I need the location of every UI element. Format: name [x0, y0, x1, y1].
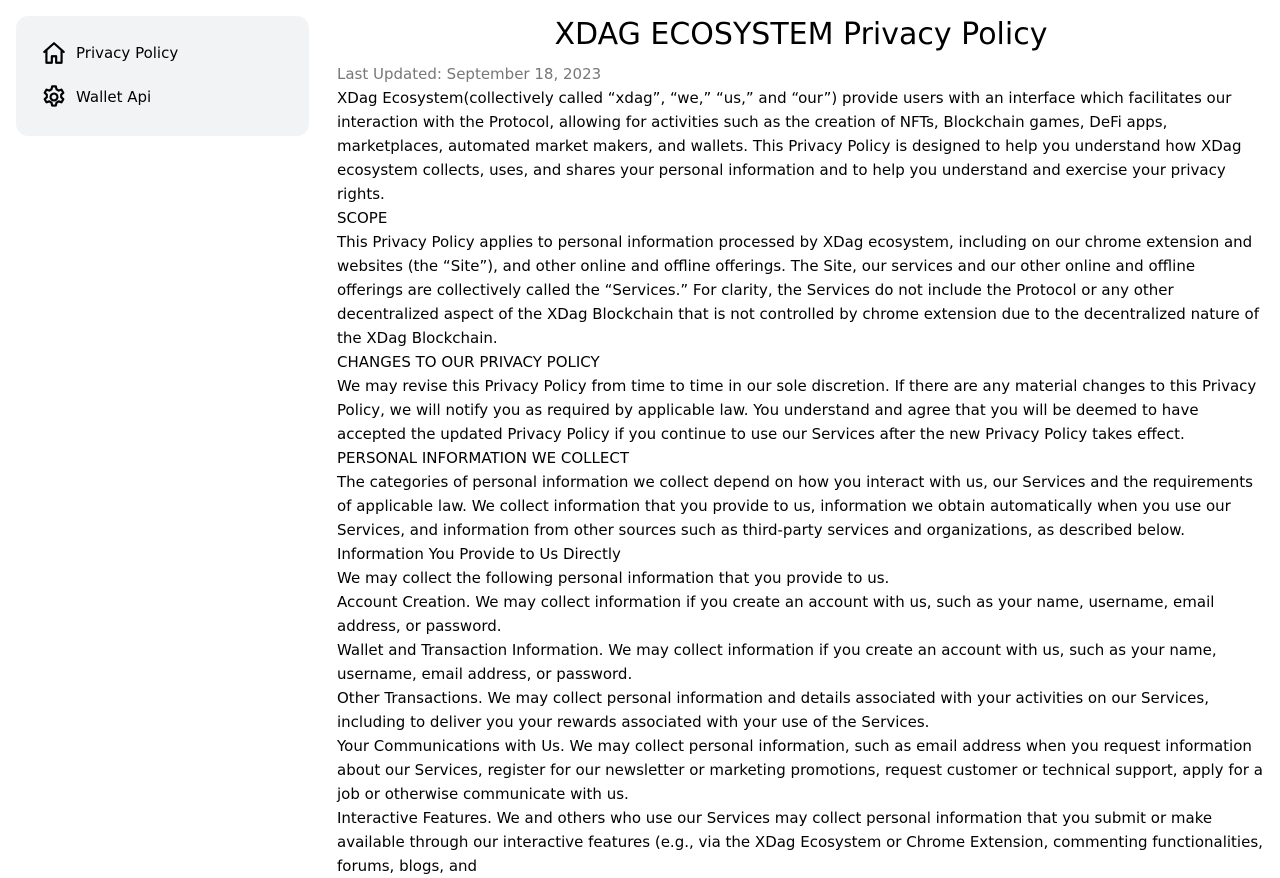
- paragraph: Your Communications with Us. We may collect personal information, such as email address when you request information about our Services, register for our newsletter or marketing promotions, request customer or technical support, apply for a job or otherwise communicate with us.: [337, 737, 1263, 803]
- sidebar-item-label: Wallet Api: [76, 88, 152, 106]
- policy-body: [337, 86, 1265, 878]
- section-heading: PERSONAL INFORMATION WE COLLECT: [337, 449, 629, 467]
- paragraph: This Privacy Policy applies to personal information processed by XDag ecosystem, including on our chrome extension and websites (the “Site”), and other online and offline offerings. The Site, our services and our other online and offline offerings are collectively called the “Services.” For clarity, the Services do not include the Protocol or any other decentralized aspect of the XDag Blockchain that is not controlled by chrome extension due to the decentralized nature of the XDag Blockchain.: [337, 233, 1259, 347]
- main-content: [337, 16, 1265, 878]
- home-icon: [41, 40, 67, 66]
- subsection-heading: Information You Provide to Us Directly: [337, 545, 621, 563]
- paragraph: We may revise this Privacy Policy from time to time in our sole discretion. If there are any material changes to this Privacy Policy, we will notify you as required by applicable law. You understand and agree that you will be deemed to have accepted the updated Privacy Policy if you continue to use our Services after the new Privacy Policy takes effect.: [337, 377, 1257, 443]
- sidebar-item-label: Privacy Policy: [76, 44, 179, 62]
- last-updated: Last Updated: September 18, 2023: [337, 65, 602, 83]
- paragraph: XDag Ecosystem(collectively called “xdag”, “we,” “us,” and “our”) provide users with an interface which facilitates our interaction with the Protocol, allowing for activities such as the creation of NFTs, Blockchain games, DeFi apps, marketplaces, automated market makers, and wallets. This Privacy Policy is designed to help you understand how XDag ecosystem collects, uses, and shares your personal information and to help you understand and exercise your privacy rights.: [337, 89, 1242, 203]
- paragraph: Other Transactions. We may collect personal information and details associated with your activities on our Services, including to deliver you your rewards associated with your use of the Services.: [337, 689, 1209, 731]
- sidebar: [16, 16, 309, 136]
- paragraph: The categories of personal information we collect depend on how you interact with us, our Services and the requirements of applicable law. We collect information that you provide to us, information we obtain automatically when you use our Services, and information from other sources such as third-party services and organizations, as described below.: [337, 473, 1253, 539]
- section-heading: CHANGES TO OUR PRIVACY POLICY: [337, 353, 600, 371]
- sidebar-item-privacy-policy[interactable]: [41, 38, 309, 68]
- paragraph: Interactive Features. We and others who use our Services may collect personal information that you submit or make available through our interactive features (e.g., via the XDag Ecosystem or Chrome Extension, commenting functionalities, forums, blogs, and: [337, 809, 1263, 875]
- paragraph: Wallet and Transaction Information. We may collect information if you create an account with us, such as your name, username, email address, or password.: [337, 641, 1217, 683]
- gear-icon: [41, 84, 67, 110]
- page-title: XDAG ECOSYSTEM Privacy Policy: [554, 17, 1048, 52]
- section-heading: SCOPE: [337, 209, 388, 227]
- paragraph: Account Creation. We may collect information if you create an account with us, such as your name, username, email address, or password.: [337, 593, 1215, 635]
- paragraph: We may collect the following personal information that you provide to us.: [337, 569, 890, 587]
- sidebar-item-wallet-api[interactable]: [41, 82, 309, 112]
